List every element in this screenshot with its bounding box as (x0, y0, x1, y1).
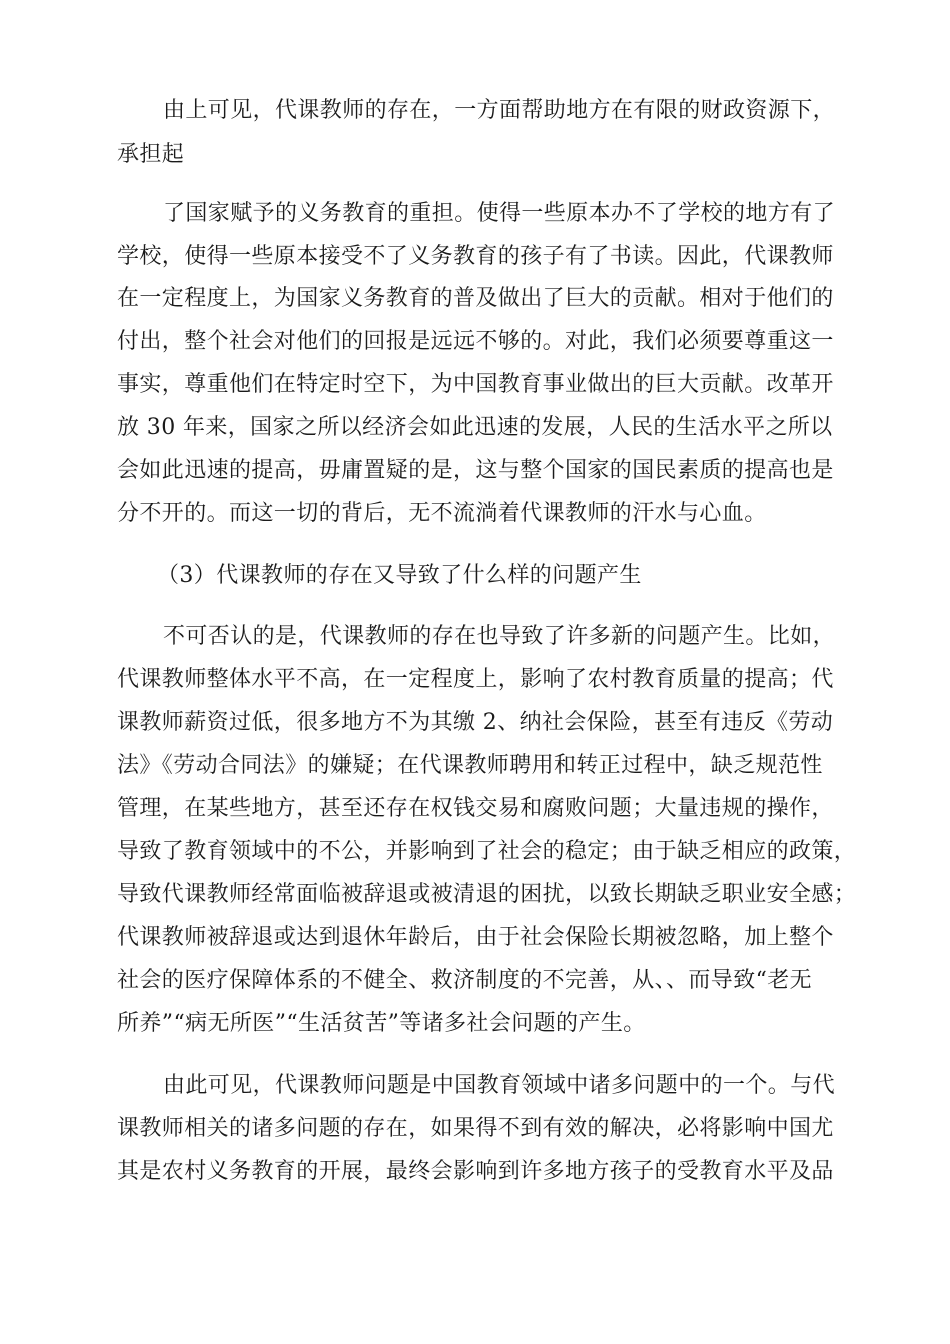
text-line: 了国家赋予的义务教育的重担。使得一些原本办不了学校的地方有了 (163, 201, 836, 226)
text-line: 会如此迅速的提高，毋庸置疑的是，这与整个国家的国民素质的提高也是 (117, 458, 834, 483)
text-line: 不可否认的是，代课教师的存在也导致了许多新的问题产生。比如， (163, 624, 836, 649)
section-heading: （3）代课教师的存在又导致了什么样的问题产生 (157, 563, 642, 588)
text-line: 管理，在某些地方，甚至还存在权钱交易和腐败问题；大量违规的操作， (117, 796, 834, 821)
text-line: 由此可见，代课教师问题是中国教育领域中诸多问题中的一个。与代 (163, 1073, 836, 1098)
text-line: 导致代课教师经常面临被辞退或被清退的困扰，以致长期缺乏职业安全感； (117, 882, 857, 907)
text-line: 导致了教育领域中的不公，并影响到了社会的稳定；由于缺乏相应的政策， (117, 839, 857, 864)
text-line: 社会的医疗保障体系的不健全、救济制度的不完善，从、、而导致“老无 (117, 968, 813, 993)
text-line: 承担起 (117, 142, 185, 167)
text-line: 课教师薪资过低，很多地方不为其缴 2、纳社会保险，甚至有违反《劳动 (117, 710, 834, 735)
text-line: 所养”“病无所医”“生活贫苦”等诸多社会问题的产生。 (117, 1011, 646, 1036)
text-line: 代课教师整体水平不高，在一定程度上，影响了农村教育质量的提高；代 (117, 667, 834, 692)
text-line: 分不开的。而这一切的背后，无不流淌着代课教师的汗水与心血。 (117, 501, 767, 526)
text-line: 课教师相关的诸多问题的存在，如果得不到有效的解决，必将影响中国尤 (117, 1116, 834, 1141)
text-line: 法》《劳动合同法》的嫌疑；在代课教师聘用和转正过程中，缺乏规范性 (117, 753, 823, 778)
text-line: 学校，使得一些原本接受不了义务教育的孩子有了书读。因此，代课教师 (117, 244, 834, 269)
text-line: 在一定程度上，为国家义务教育的普及做出了巨大的贡献。相对于他们的 (117, 286, 834, 311)
text-line: 由上可见，代课教师的存在，一方面帮助地方在有限的财政资源下， (163, 98, 836, 123)
text-line: 事实，尊重他们在特定时空下，为中国教育事业做出的巨大贡献。改革开 (117, 372, 834, 397)
text-line: 其是农村义务教育的开展，最终会影响到许多地方孩子的受教育水平及品 (117, 1159, 834, 1184)
text-line: 代课教师被辞退或达到退休年龄后，由于社会保险长期被忽略，加上整个 (117, 925, 834, 950)
text-line: 付出，整个社会对他们的回报是远远不够的。对此，我们必须要尊重这一 (117, 329, 834, 354)
text-line: 放 30 年来，国家之所以经济会如此迅速的发展，人民的生活水平之所以 (117, 415, 833, 440)
